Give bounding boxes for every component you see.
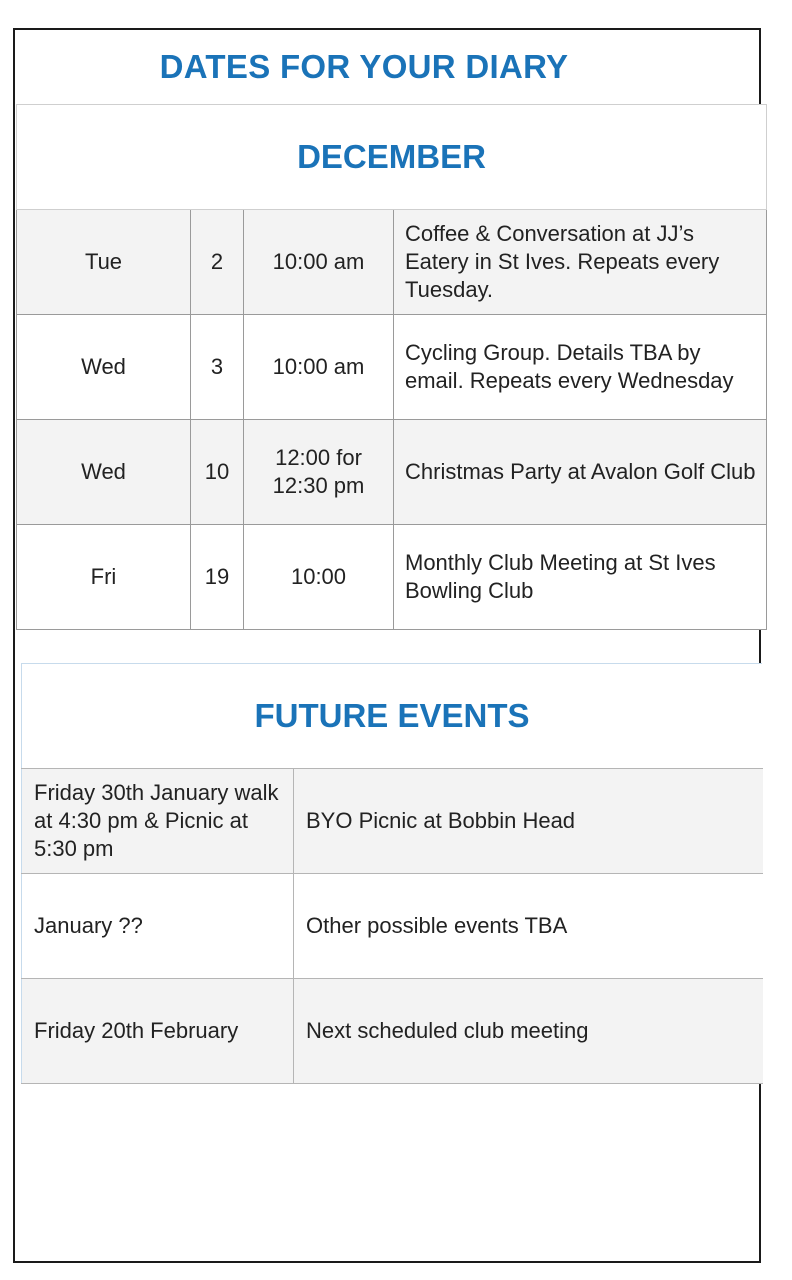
event-day: Fri: [17, 525, 191, 630]
event-row: [17, 315, 767, 420]
future-event-row: [22, 769, 763, 874]
event-date: 3: [191, 315, 244, 420]
future-event-what: Other possible events TBA: [294, 874, 763, 979]
event-row: [17, 210, 767, 315]
event-time: 10:00 am: [244, 315, 394, 420]
future-event-what: BYO Picnic at Bobbin Head: [294, 769, 763, 874]
event-date: 10: [191, 420, 244, 525]
event-date: 2: [191, 210, 244, 315]
event-day: Wed: [17, 315, 191, 420]
event-row: [17, 420, 767, 525]
future-event-when: Friday 30th January walk at 4:30 pm & Picnic at 5:30 pm: [22, 769, 294, 874]
event-description: Coffee & Conversation at JJ’s Eatery in St Ives. Repeats every Tuesday.: [394, 210, 767, 315]
event-day: Wed: [17, 420, 191, 525]
event-date: 19: [191, 525, 244, 630]
future-event-when: January ??: [22, 874, 294, 979]
december-table: [16, 104, 767, 630]
future-event-what: Next scheduled club meeting: [294, 979, 763, 1084]
event-time: 10:00 am: [244, 210, 394, 315]
future-events-table: [21, 663, 763, 1084]
december-heading: DECEMBER: [17, 105, 767, 210]
event-row: [17, 525, 767, 630]
future-events-heading: FUTURE EVENTS: [22, 664, 763, 769]
event-description: Christmas Party at Avalon Golf Club: [394, 420, 767, 525]
event-day: Tue: [17, 210, 191, 315]
page-title: DATES FOR YOUR DIARY: [159, 48, 569, 85]
event-time: 10:00: [244, 525, 394, 630]
event-description: Monthly Club Meeting at St Ives Bowling Club: [394, 525, 767, 630]
future-event-row: [22, 874, 763, 979]
future-event-when: Friday 20th February: [22, 979, 294, 1084]
event-description: Cycling Group. Details TBA by email. Repeats every Wednesday: [394, 315, 767, 420]
future-event-row: [22, 979, 763, 1084]
event-time: 12:00 for 12:30 pm: [244, 420, 394, 525]
